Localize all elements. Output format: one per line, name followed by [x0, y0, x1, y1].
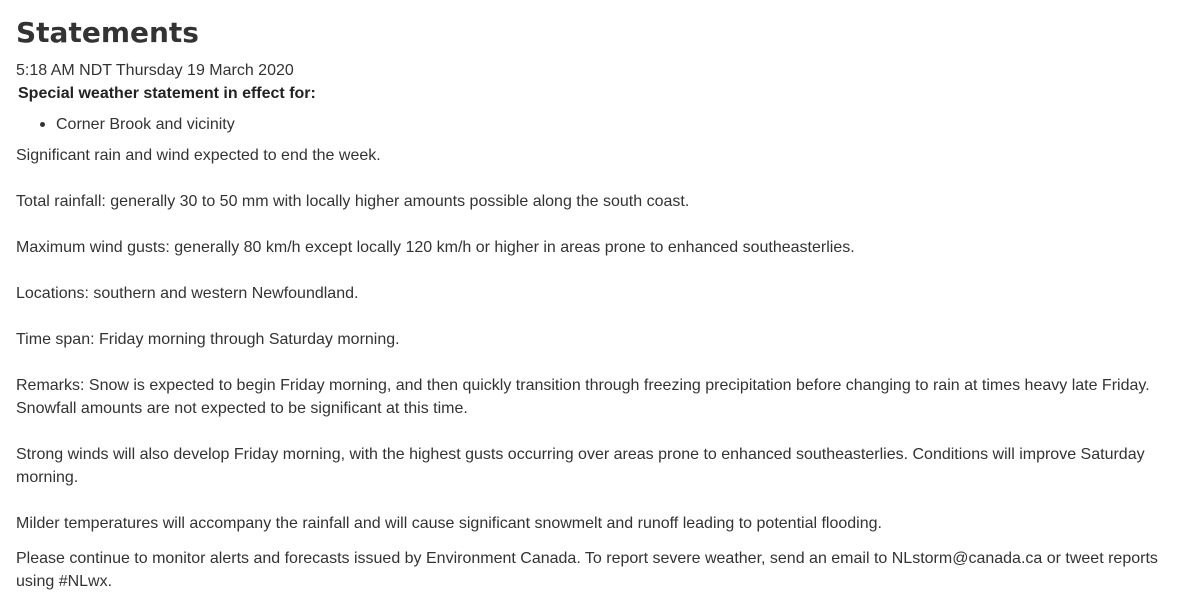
remarks-paragraph: Remarks: Snow is expected to begin Friday morning, and then quickly transition through freezing precipitation before changing to rain at times heavy late Friday. Snowfall amounts are not expected to be significant at this time.	[16, 377, 1150, 417]
bullet-icon	[40, 122, 45, 127]
rainfall-paragraph: Total rainfall: generally 30 to 50 mm with locally higher amounts possible along the south coast.	[16, 193, 690, 210]
locations-paragraph: Locations: southern and western Newfoundland.	[16, 285, 359, 302]
temperatures-paragraph: Milder temperatures will accompany the rainfall and will cause significant snowmelt and runoff leading to potential flooding.	[16, 515, 882, 532]
winds-paragraph: Strong winds will also develop Friday morning, with the highest gusts occurring over areas prone to enhanced southeasterlies. Conditions will improve Saturday morning.	[16, 446, 1145, 486]
region-list	[16, 113, 1160, 136]
issued-timestamp: 5:18 AM NDT Thursday 19 March 2020	[16, 62, 294, 79]
monitor-alerts-paragraph: Please continue to monitor alerts and forecasts issued by Environment Canada. To report severe weather, send an email to NLstorm@canada.ca or tweet reports using #NLwx.	[16, 550, 1158, 590]
time-span-paragraph: Time span: Friday morning through Saturday morning.	[16, 331, 400, 348]
region-list-item	[56, 113, 1160, 136]
statement-summary: Significant rain and wind expected to end the week.	[16, 147, 381, 164]
region-label: Corner Brook and vicinity	[56, 116, 235, 133]
page-title: Statements	[16, 16, 199, 49]
statement-intro: Special weather statement in effect for:	[18, 85, 316, 102]
wind-gusts-paragraph: Maximum wind gusts: generally 80 km/h except locally 120 km/h or higher in areas prone to enhanced southeasterlies.	[16, 239, 855, 256]
